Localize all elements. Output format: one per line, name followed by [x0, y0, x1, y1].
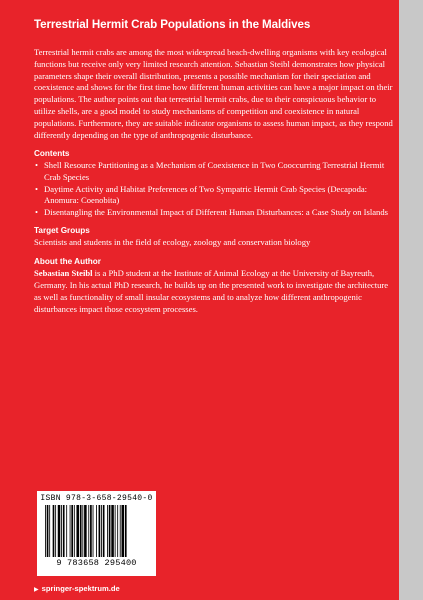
abstract-text: Terrestrial hermit crabs are among the most widespread beach-dwelling organisms with key ecological functions but receive only very limited research attention. Sebastian Steibl demonstrates how physical parameters shape their overall distribution, presents a possible mechanism for their speciation and coexistence and shows for the first time how different human activities can have a major impact on their populations. The author points out that terrestrial hermit crabs, due to their conspicuous behavior to utilize shells, are a good model to study mechanisms of competition and coexistence in natural populations. Furthermore, they are suitable indicator organisms to assess human impact, as they respond differently depending on the type of anthropogenic disturbance. — [34, 47, 393, 140]
barcode-digits: 9 783658 295400 — [56, 558, 137, 568]
about-author-heading: About the Author — [34, 257, 101, 267]
barcode-icon — [45, 505, 148, 557]
bullet-icon: • — [35, 160, 39, 171]
contents-heading: Contents — [34, 149, 70, 159]
isbn-barcode — [37, 491, 156, 576]
isbn-label: ISBN 978-3-658-29540-0 — [40, 494, 153, 503]
target-groups-heading: Target Groups — [34, 226, 90, 236]
contents-item-text: Shell Resource Partitioning as a Mechanism of Coexistence in Two Cooccurring Terrestrial Hermit Crab Species — [44, 160, 385, 182]
author-bio: is a PhD student at the Institute of Animal Ecology at the University of Bayreuth, Germany. In his actual PhD research, he builds up on the presented work to investigate the architecture as well as functionality of small insular ecosystems and to analyze how different anthropogenic disturbances impact those ecosystem processes. — [34, 268, 389, 314]
about-author-text — [34, 268, 396, 315]
publisher-url-text: springer-spektrum.de — [41, 584, 120, 593]
contents-item-text: Disentangling the Environmental Impact of Different Human Disturbances: a Case Study on Islands — [44, 206, 388, 217]
bullet-icon: • — [35, 183, 39, 194]
contents-item-text: Daytime Activity and Habitat Preferences of Two Sympatric Hermit Crab Species (Decapoda: Anomura: Coenobita) — [44, 183, 368, 206]
contents-item — [34, 207, 396, 219]
cover-text-block — [34, 18, 396, 315]
contents-list — [34, 160, 396, 218]
arrow-right-icon: ▶ — [34, 587, 39, 593]
book-title: Terrestrial Hermit Crab Populations in the Maldives — [34, 18, 311, 31]
spine-edge-strip — [399, 0, 423, 600]
target-groups-text: Scientists and students in the field of ecology, zoology and conservation biology — [34, 237, 311, 248]
author-name: Sebastian Steibl — [34, 268, 93, 279]
contents-item — [34, 160, 396, 183]
publisher-url[interactable] — [34, 584, 120, 593]
contents-item — [34, 184, 396, 207]
bullet-icon: • — [35, 206, 39, 217]
